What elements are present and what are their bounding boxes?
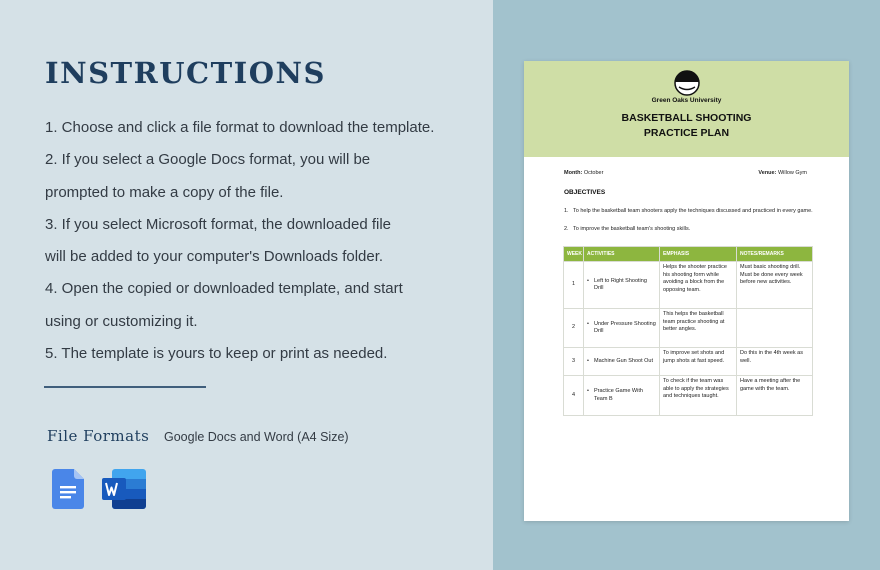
header-emphasis: EMPHASIS: [660, 247, 737, 262]
objective-item: [564, 225, 816, 233]
instructions-list: [45, 112, 485, 370]
notes-cell: Must basic shooting drill. Must be done every week before new activities.: [737, 262, 813, 309]
instruction-line: prompted to make a copy of the file.: [45, 183, 284, 201]
activity-cell: [584, 376, 660, 416]
table-header-row: [564, 247, 813, 262]
title-line: BASKETBALL SHOOTING: [621, 112, 752, 124]
notes-cell: [737, 309, 813, 348]
university-name: Green Oaks University: [651, 97, 722, 104]
objective-number: 1.: [564, 208, 569, 214]
objective-item: [564, 207, 816, 215]
table-row: [564, 309, 813, 348]
table-row: [564, 348, 813, 376]
file-formats-label: File Formats: [47, 427, 150, 445]
header-notes: NOTES/REMARKS: [737, 247, 813, 262]
instruction-line: using or customizing it.: [45, 312, 198, 330]
week-cell: 3: [564, 348, 584, 376]
emphasis-cell: To check if the team was able to apply the strategies and techniques taught.: [660, 376, 737, 416]
objective-text: To help the basketball team shooters apply the techniques discussed and practiced in every game.: [573, 208, 813, 214]
month-field: [564, 170, 603, 176]
venue-value: Willow Gym: [777, 170, 807, 176]
notes-cell: Have a meeting after the game with the team.: [737, 376, 813, 416]
emphasis-cell: This helps the basketball team practice shooting at better angles.: [660, 309, 737, 348]
week-cell: 4: [564, 376, 584, 416]
google-docs-icon[interactable]: [52, 469, 84, 509]
activity-text: • Practice Game With Team B: [587, 388, 656, 403]
activity-cell: [584, 348, 660, 376]
venue-field: [758, 170, 807, 176]
file-formats-value: Google Docs and Word (A4 Size): [164, 430, 349, 444]
emphasis-cell: To improve set shots and jump shots at fast speed.: [660, 348, 737, 376]
table-row: [564, 262, 813, 309]
document-title: [524, 111, 849, 141]
activity-text: • Under Pressure Shooting Drill: [587, 321, 656, 336]
notes-cell: Do this in the 4th week as well.: [737, 348, 813, 376]
activity-cell: [584, 309, 660, 348]
objective-text: To improve the basketball team's shooting skills.: [573, 226, 691, 232]
instruction-line: 4. Open the copied or downloaded template, and start: [45, 280, 403, 298]
activity-text: • Left to Right Shooting Drill: [587, 278, 656, 293]
title-line: PRACTICE PLAN: [643, 127, 730, 139]
header-activities: ACTIVITIES: [584, 247, 660, 262]
month-value: October: [583, 170, 604, 176]
section-divider: [44, 386, 206, 388]
template-preview[interactable]: [524, 61, 849, 521]
instruction-line: 2. If you select a Google Docs format, you will be: [45, 151, 371, 169]
venue-label: Venue:: [758, 170, 777, 176]
month-label: Month:: [564, 170, 583, 176]
activity-cell: [584, 262, 660, 309]
table-row: [564, 376, 813, 416]
instruction-line: 5. The template is yours to keep or print as needed.: [45, 345, 388, 363]
header-week: WEEK: [564, 247, 584, 262]
instruction-line: 1. Choose and click a file format to download the template.: [45, 119, 435, 136]
week-cell: 2: [564, 309, 584, 348]
objective-number: 2.: [564, 226, 569, 232]
activity-text: • Machine Gun Shoot Out: [587, 358, 656, 366]
week-cell: 1: [564, 262, 584, 309]
instruction-line: 3. If you select Microsoft format, the downloaded file: [45, 215, 392, 233]
practice-plan-table: [563, 246, 813, 416]
instructions-heading: INSTRUCTIONS: [45, 56, 326, 90]
instruction-line: will be added to your computer's Downloads folder.: [45, 248, 384, 266]
microsoft-word-icon[interactable]: [102, 469, 146, 509]
objectives-heading: OBJECTIVES: [564, 189, 606, 196]
emphasis-cell: Helps the shooter practice his shooting form while avoiding a block from the opposing team.: [660, 262, 737, 309]
basketball-logo-icon: [674, 70, 700, 96]
